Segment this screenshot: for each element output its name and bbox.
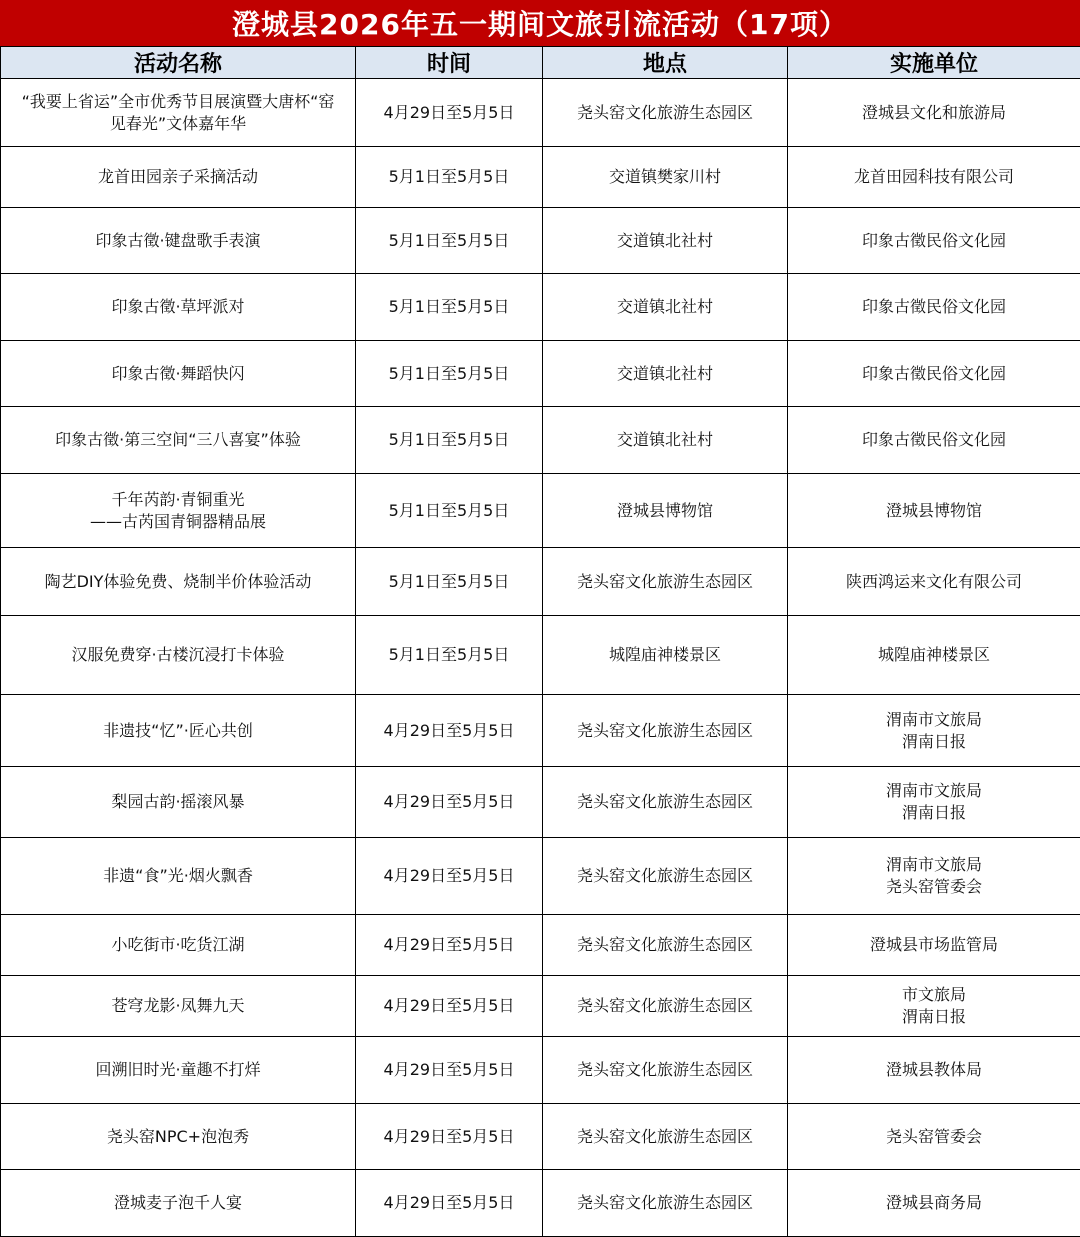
time-cell: 4月29日至5月5日 — [356, 1037, 543, 1104]
table-row — [1, 341, 1080, 407]
activity-name-cell — [1, 695, 356, 767]
organizer-cell — [788, 1037, 1080, 1104]
time-cell: 5月1日至5月5日 — [356, 474, 543, 548]
cell-line: 汉服免费穿·古楼沉浸打卡体验 — [5, 644, 351, 666]
activity-name-cell — [1, 838, 356, 915]
organizer-cell — [788, 274, 1080, 341]
cell-line: “我要上省运”全市优秀节目展演暨大唐杯“窑 — [5, 91, 351, 113]
table-row — [1, 407, 1080, 474]
activity-name-cell — [1, 208, 356, 274]
organizer-cell — [788, 767, 1080, 838]
cell-line: 尧头窑管委会 — [792, 876, 1076, 898]
place-cell: 交道镇樊家川村 — [543, 147, 788, 208]
cell-line: 尧头窑NPC+泡泡秀 — [5, 1126, 351, 1148]
time-cell: 4月29日至5月5日 — [356, 695, 543, 767]
cell-line: 尧头窑管委会 — [792, 1126, 1076, 1148]
cell-line: 印象古徵民俗文化园 — [792, 296, 1076, 318]
cell-line: 千年芮韵·青铜重光 — [5, 489, 351, 511]
table-row — [1, 1170, 1080, 1237]
organizer-cell — [788, 79, 1080, 147]
cell-line: 澄城县文化和旅游局 — [792, 102, 1076, 124]
organizer-cell — [788, 695, 1080, 767]
place-cell: 尧头窑文化旅游生态园区 — [543, 1037, 788, 1104]
cell-line: 渭南日报 — [792, 1006, 1076, 1028]
organizer-cell — [788, 1104, 1080, 1170]
table-row — [1, 616, 1080, 695]
organizer-cell — [788, 616, 1080, 695]
time-cell: 4月29日至5月5日 — [356, 976, 543, 1037]
place-cell: 尧头窑文化旅游生态园区 — [543, 1104, 788, 1170]
place-cell: 交道镇北社村 — [543, 407, 788, 474]
time-cell: 4月29日至5月5日 — [356, 79, 543, 147]
table-row — [1, 1104, 1080, 1170]
cell-line: 渭南市文旅局 — [792, 780, 1076, 802]
page-title: 澄城县2026年五一期间文旅引流活动（17项） — [0, 0, 1080, 46]
cell-line: 渭南日报 — [792, 731, 1076, 753]
time-cell: 4月29日至5月5日 — [356, 1170, 543, 1237]
cell-line: 梨园古韵·摇滚风暴 — [5, 791, 351, 813]
time-cell: 5月1日至5月5日 — [356, 274, 543, 341]
organizer-cell — [788, 474, 1080, 548]
cell-line: 龙首田园亲子采摘活动 — [5, 166, 351, 188]
table-row — [1, 695, 1080, 767]
activity-name-cell — [1, 616, 356, 695]
activity-name-cell — [1, 79, 356, 147]
cell-line: 非遗“食”光·烟火飘香 — [5, 865, 351, 887]
place-cell: 尧头窑文化旅游生态园区 — [543, 79, 788, 147]
table-row — [1, 474, 1080, 548]
cell-line: 城隍庙神楼景区 — [792, 644, 1076, 666]
organizer-cell — [788, 915, 1080, 976]
time-cell: 4月29日至5月5日 — [356, 838, 543, 915]
organizer-cell — [788, 976, 1080, 1037]
time-cell: 5月1日至5月5日 — [356, 147, 543, 208]
cell-line: 陕西鸿运来文化有限公司 — [792, 571, 1076, 593]
place-cell: 城隍庙神楼景区 — [543, 616, 788, 695]
time-cell: 5月1日至5月5日 — [356, 208, 543, 274]
table-row — [1, 147, 1080, 208]
table-row — [1, 767, 1080, 838]
table-row — [1, 976, 1080, 1037]
place-cell: 尧头窑文化旅游生态园区 — [543, 838, 788, 915]
cell-line: ——古芮国青铜器精品展 — [5, 511, 351, 533]
organizer-cell — [788, 147, 1080, 208]
cell-line: 渭南市文旅局 — [792, 709, 1076, 731]
time-cell: 4月29日至5月5日 — [356, 1104, 543, 1170]
place-cell: 交道镇北社村 — [543, 274, 788, 341]
cell-line: 澄城麦子泡千人宴 — [5, 1192, 351, 1214]
place-cell: 澄城县博物馆 — [543, 474, 788, 548]
header-activity-name: 活动名称 — [1, 47, 356, 79]
activity-name-cell — [1, 1037, 356, 1104]
organizer-cell — [788, 838, 1080, 915]
table-body — [1, 79, 1080, 1237]
table-header-row — [1, 47, 1080, 79]
activity-name-cell — [1, 341, 356, 407]
cell-line: 龙首田园科技有限公司 — [792, 166, 1076, 188]
activity-name-cell — [1, 407, 356, 474]
activity-name-cell — [1, 1104, 356, 1170]
cell-line: 苍穹龙影·凤舞九天 — [5, 995, 351, 1017]
cell-line: 印象古徵·第三空间“三八喜宴”体验 — [5, 429, 351, 451]
place-cell: 尧头窑文化旅游生态园区 — [543, 767, 788, 838]
cell-line: 印象古徵民俗文化园 — [792, 363, 1076, 385]
cell-line: 渭南市文旅局 — [792, 854, 1076, 876]
place-cell: 交道镇北社村 — [543, 341, 788, 407]
header-organizer: 实施单位 — [788, 47, 1080, 79]
table-row — [1, 915, 1080, 976]
time-cell: 5月1日至5月5日 — [356, 548, 543, 616]
place-cell: 尧头窑文化旅游生态园区 — [543, 1170, 788, 1237]
activity-table — [0, 46, 1080, 1237]
place-cell: 尧头窑文化旅游生态园区 — [543, 915, 788, 976]
place-cell: 尧头窑文化旅游生态园区 — [543, 548, 788, 616]
activity-name-cell — [1, 915, 356, 976]
organizer-cell — [788, 208, 1080, 274]
cell-line: 澄城县博物馆 — [792, 500, 1076, 522]
place-cell: 尧头窑文化旅游生态园区 — [543, 695, 788, 767]
cell-line: 印象古徵民俗文化园 — [792, 230, 1076, 252]
table-row — [1, 208, 1080, 274]
activity-name-cell — [1, 474, 356, 548]
cell-line: 澄城县商务局 — [792, 1192, 1076, 1214]
table-row — [1, 548, 1080, 616]
activity-name-cell — [1, 767, 356, 838]
cell-line: 澄城县市场监管局 — [792, 934, 1076, 956]
activity-name-cell — [1, 548, 356, 616]
time-cell: 5月1日至5月5日 — [356, 616, 543, 695]
cell-line: 印象古徵·草坪派对 — [5, 296, 351, 318]
activity-name-cell — [1, 147, 356, 208]
time-cell: 4月29日至5月5日 — [356, 767, 543, 838]
place-cell: 尧头窑文化旅游生态园区 — [543, 976, 788, 1037]
cell-line: 小吃街市·吃货江湖 — [5, 934, 351, 956]
activity-name-cell — [1, 976, 356, 1037]
cell-line: 市文旅局 — [792, 984, 1076, 1006]
table-row — [1, 274, 1080, 341]
organizer-cell — [788, 548, 1080, 616]
time-cell: 5月1日至5月5日 — [356, 341, 543, 407]
organizer-cell — [788, 1170, 1080, 1237]
table-row — [1, 1037, 1080, 1104]
place-cell: 交道镇北社村 — [543, 208, 788, 274]
cell-line: 印象古徵·键盘歌手表演 — [5, 230, 351, 252]
cell-line: 印象古徵·舞蹈快闪 — [5, 363, 351, 385]
cell-line: 回溯旧时光·童趣不打烊 — [5, 1059, 351, 1081]
activity-name-cell — [1, 274, 356, 341]
cell-line: 澄城县教体局 — [792, 1059, 1076, 1081]
table-row — [1, 79, 1080, 147]
table-row — [1, 838, 1080, 915]
header-time: 时间 — [356, 47, 543, 79]
activity-name-cell — [1, 1170, 356, 1237]
time-cell: 5月1日至5月5日 — [356, 407, 543, 474]
time-cell: 4月29日至5月5日 — [356, 915, 543, 976]
cell-line: 印象古徵民俗文化园 — [792, 429, 1076, 451]
cell-line: 渭南日报 — [792, 802, 1076, 824]
cell-line: 陶艺DIY体验免费、烧制半价体验活动 — [5, 571, 351, 593]
organizer-cell — [788, 341, 1080, 407]
cell-line: 非遗技“忆”·匠心共创 — [5, 720, 351, 742]
header-place: 地点 — [543, 47, 788, 79]
organizer-cell — [788, 407, 1080, 474]
cell-line: 见春光”文体嘉年华 — [5, 113, 351, 135]
